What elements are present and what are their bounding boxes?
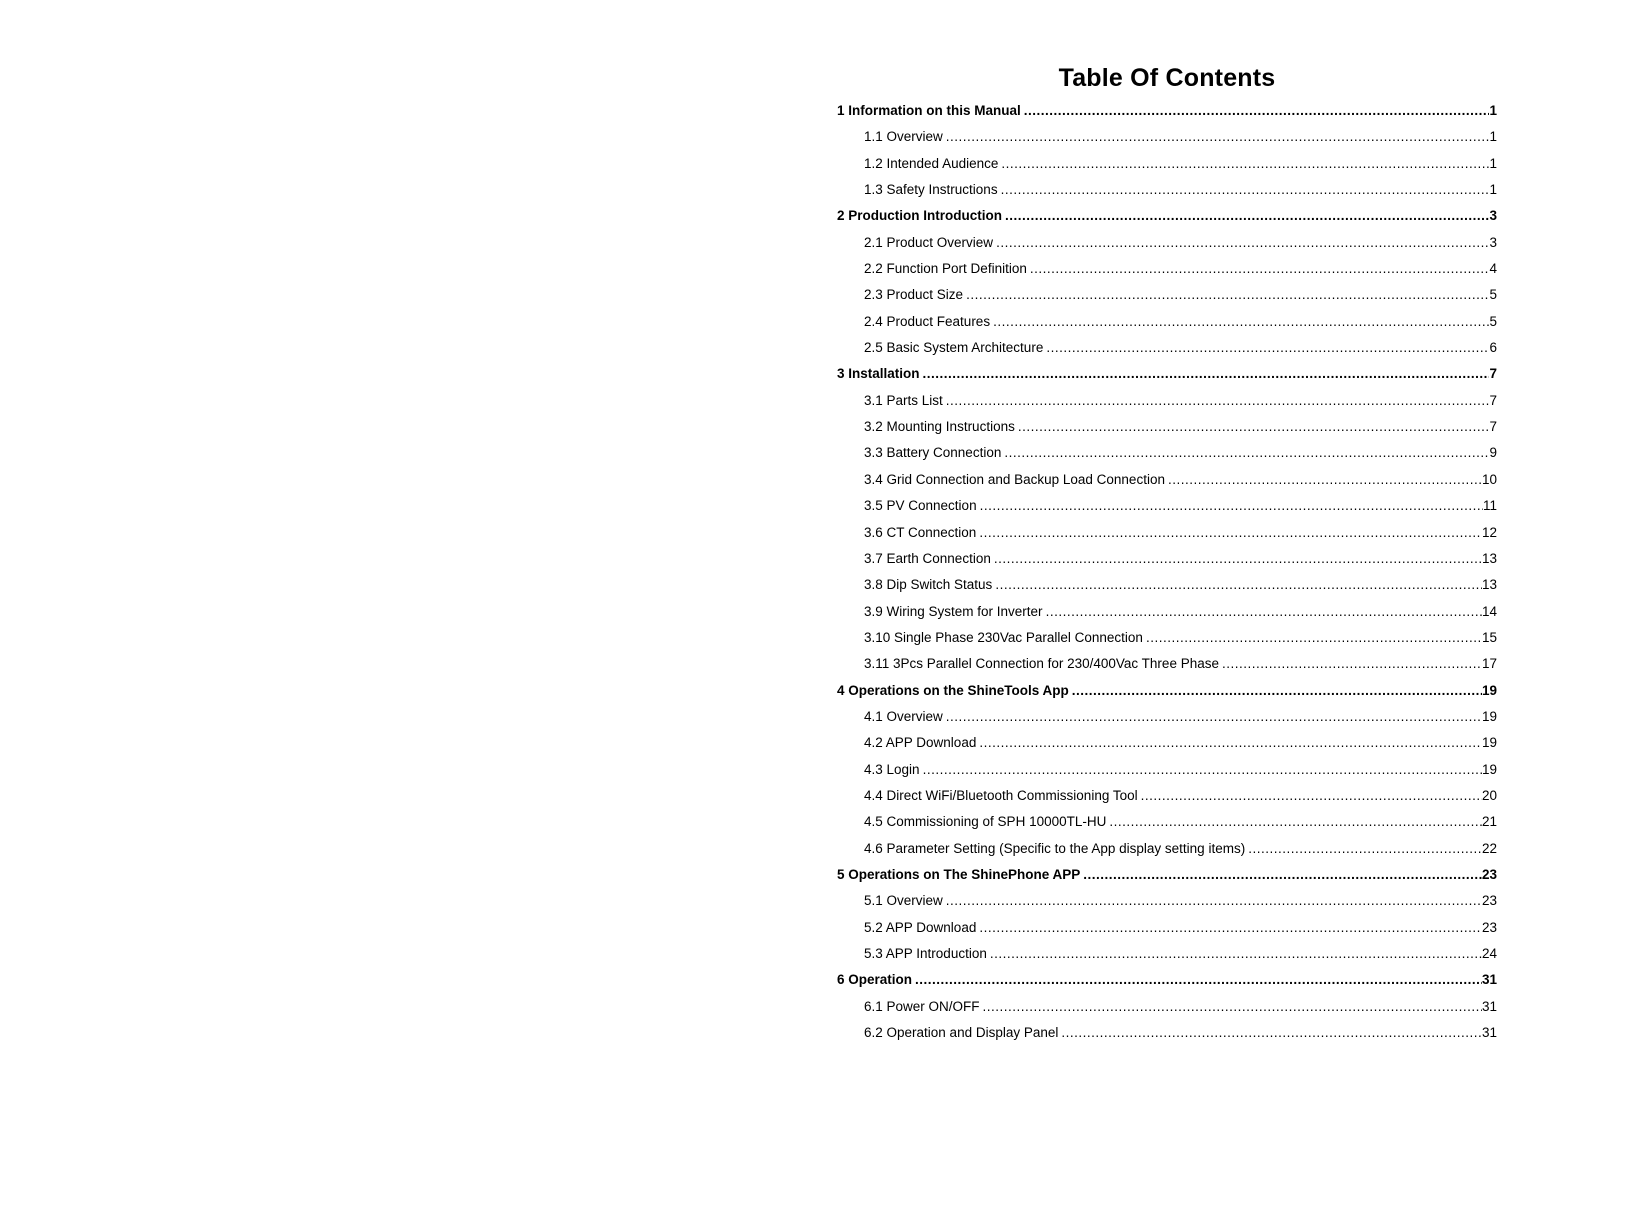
toc-entry-label: 3.10 Single Phase 230Vac Parallel Connection [864,629,1143,645]
toc-entry-page: 7 [1489,366,1497,382]
toc-entry-label: 6.1 Power ON/OFF [864,998,980,1014]
toc-entry[interactable] [837,440,1497,466]
toc-dot-leader [1165,467,1482,493]
toc-dot-leader [1043,599,1482,625]
toc-entry-label: 5.2 APP Download [864,919,977,935]
toc-dot-leader [990,309,1489,335]
toc-entry-label: 2.2 Function Port Definition [864,261,1027,277]
toc-dot-leader [1021,98,1490,124]
toc-entry-label: 2 Production Introduction [837,208,1002,224]
toc-entry[interactable] [837,625,1497,651]
toc-entry-page: 15 [1481,629,1497,645]
toc-entry[interactable] [837,1020,1497,1046]
toc-entry-page: 19 [1481,761,1497,777]
toc-dot-leader [993,230,1489,256]
toc-dot-leader [998,177,1490,203]
toc-entry[interactable] [837,888,1497,914]
toc-list [837,98,1497,1046]
toc-entry[interactable] [837,388,1497,414]
toc-entry-label: 3.3 Battery Connection [864,445,1002,461]
toc-dot-leader [943,124,1490,150]
toc-entry[interactable] [837,98,1497,124]
toc-entry[interactable] [837,124,1497,150]
toc-entry-page: 7 [1489,419,1497,435]
toc-entry[interactable] [837,757,1497,783]
toc-entry-page: 7 [1489,392,1497,408]
toc-entry-page: 23 [1481,919,1497,935]
toc-dot-leader [1043,335,1489,361]
toc-entry-page: 3 [1489,234,1497,250]
toc-entry[interactable] [837,967,1497,993]
toc-entry-page: 31 [1481,1025,1497,1041]
toc-entry-label: 3.6 CT Connection [864,524,977,540]
toc-entry-page: 31 [1481,998,1497,1014]
toc-entry-label: 3.7 Earth Connection [864,550,991,566]
toc-entry[interactable] [837,836,1497,862]
toc-dot-leader [920,757,1482,783]
toc-entry-label: 3.5 PV Connection [864,498,977,514]
toc-entry-page: 19 [1481,735,1497,751]
toc-dot-leader [943,888,1482,914]
toc-entry[interactable] [837,361,1497,387]
toc-dot-leader [976,520,1482,546]
toc-dot-leader [912,967,1482,993]
toc-entry-label: 3.9 Wiring System for Inverter [864,603,1043,619]
toc-entry-label: 5 Operations on The ShinePhone APP [837,866,1081,882]
toc-container [837,62,1497,1046]
toc-dot-leader [1245,836,1482,862]
toc-entry-page: 1 [1489,182,1497,198]
toc-entry-page: 13 [1481,577,1497,593]
toc-dot-leader [943,704,1482,730]
toc-entry[interactable] [837,151,1497,177]
toc-entry-page: 20 [1481,787,1497,803]
toc-dot-leader [1106,809,1482,835]
toc-entry-page: 22 [1481,840,1497,856]
toc-entry-page: 24 [1481,946,1497,961]
toc-dot-leader [987,941,1482,967]
toc-dot-leader [1143,625,1482,651]
toc-entry[interactable] [837,809,1497,835]
toc-dot-leader [1138,783,1482,809]
toc-dot-leader [943,388,1490,414]
toc-entry-page: 1 [1489,103,1497,118]
toc-entry-label: 1.2 Intended Audience [864,155,999,171]
toc-dot-leader [1027,256,1490,282]
toc-dot-leader [977,493,1483,519]
toc-dot-leader [1015,414,1490,440]
toc-entry-label: 3.11 3Pcs Parallel Connection for 230/400Vac Three Phase [864,656,1219,672]
toc-entry[interactable] [837,915,1497,941]
toc-entry[interactable] [837,783,1497,809]
toc-title: Table Of Contents [1058,64,1276,92]
toc-entry-label: 3.8 Dip Switch Status [864,577,993,593]
toc-entry-page: 23 [1481,893,1497,909]
toc-entry[interactable] [837,177,1497,203]
toc-entry[interactable] [837,704,1497,730]
toc-dot-leader [1080,862,1482,888]
toc-entry-label: 6 Operation [837,972,913,988]
toc-entry-label: 3.1 Parts List [864,392,943,408]
toc-entry[interactable] [837,256,1497,282]
toc-entry-page: 5 [1489,287,1497,303]
toc-entry[interactable] [837,520,1497,546]
toc-entry-label: 6.2 Operation and Display Panel [864,1025,1059,1041]
toc-entry-page: 14 [1481,603,1497,619]
toc-entry-page: 17 [1481,656,1497,672]
toc-entry[interactable] [837,678,1497,704]
toc-entry[interactable] [837,203,1497,229]
toc-dot-leader [920,361,1490,387]
toc-entry-page: 6 [1489,340,1497,356]
toc-entry-label: 1 Information on this Manual [837,103,1021,118]
toc-entry-label: 2.3 Product Size [864,287,964,303]
toc-entry[interactable] [837,467,1497,493]
toc-entry[interactable] [837,941,1497,967]
toc-dot-leader [1002,203,1489,229]
toc-entry[interactable] [837,309,1497,335]
toc-entry-label: 1.1 Overview [864,129,943,145]
toc-entry-label: 5.1 Overview [864,893,943,909]
toc-entry-label: 3.4 Grid Connection and Backup Load Connection [864,471,1165,487]
toc-dot-leader [1001,440,1489,466]
toc-entry-page: 3 [1489,208,1497,224]
toc-entry-label: 2.5 Basic System Architecture [864,340,1044,356]
toc-entry-label: 3 Installation [837,366,920,382]
toc-entry-page: 19 [1481,708,1497,724]
toc-dot-leader [991,546,1482,572]
toc-entry[interactable] [837,730,1497,756]
toc-entry-page: 31 [1481,972,1497,988]
toc-entry-page: 23 [1481,866,1497,882]
toc-entry[interactable] [837,572,1497,598]
toc-entry-label: 5.3 APP Introduction [864,946,987,961]
toc-entry[interactable] [837,230,1497,256]
toc-entry-label: 4.4 Direct WiFi/Bluetooth Commissioning Tool [864,787,1138,803]
toc-entry-label: 4 Operations on the ShineTools App [837,682,1069,698]
toc-entry-page: 9 [1489,445,1497,461]
toc-entry[interactable] [837,414,1497,440]
toc-entry[interactable] [837,335,1497,361]
toc-dot-leader [998,151,1489,177]
toc-dot-leader [1069,678,1482,704]
toc-entry[interactable] [837,651,1497,677]
toc-entry-page: 1 [1489,129,1497,145]
toc-entry-label: 4.6 Parameter Setting (Specific to the App display setting items) [864,840,1246,856]
toc-entry-page: 21 [1481,814,1497,830]
toc-entry[interactable] [837,282,1497,308]
toc-entry[interactable] [837,599,1497,625]
toc-entry-label: 1.3 Safety Instructions [864,182,998,198]
toc-dot-leader [976,730,1482,756]
toc-entry[interactable] [837,862,1497,888]
toc-entry[interactable] [837,546,1497,572]
toc-entry-label: 2.4 Product Features [864,313,991,329]
toc-entry-page: 4 [1489,261,1497,277]
toc-entry-label: 3.2 Mounting Instructions [864,419,1015,435]
toc-entry-page: 1 [1489,155,1497,171]
toc-dot-leader [992,572,1482,598]
toc-entry-label: 4.3 Login [864,761,920,777]
toc-entry-label: 4.2 APP Download [864,735,977,751]
toc-entry-page: 10 [1481,471,1497,487]
toc-entry-page: 5 [1489,313,1497,329]
toc-dot-leader [1219,651,1482,677]
toc-entry-label: 2.1 Product Overview [864,234,994,250]
toc-entry-page: 13 [1481,550,1497,566]
toc-entry[interactable] [837,994,1497,1020]
toc-dot-leader [1058,1020,1482,1046]
toc-entry-label: 4.5 Commissioning of SPH 10000TL-HU [864,814,1107,830]
toc-dot-leader [980,994,1482,1020]
toc-dot-leader [963,282,1489,308]
toc-dot-leader [976,915,1482,941]
toc-entry-page: 19 [1481,682,1497,698]
toc-entry-page: 12 [1481,524,1497,540]
toc-entry-label: 4.1 Overview [864,708,943,724]
toc-entry-page: 11 [1482,498,1497,514]
toc-entry[interactable] [837,493,1497,519]
